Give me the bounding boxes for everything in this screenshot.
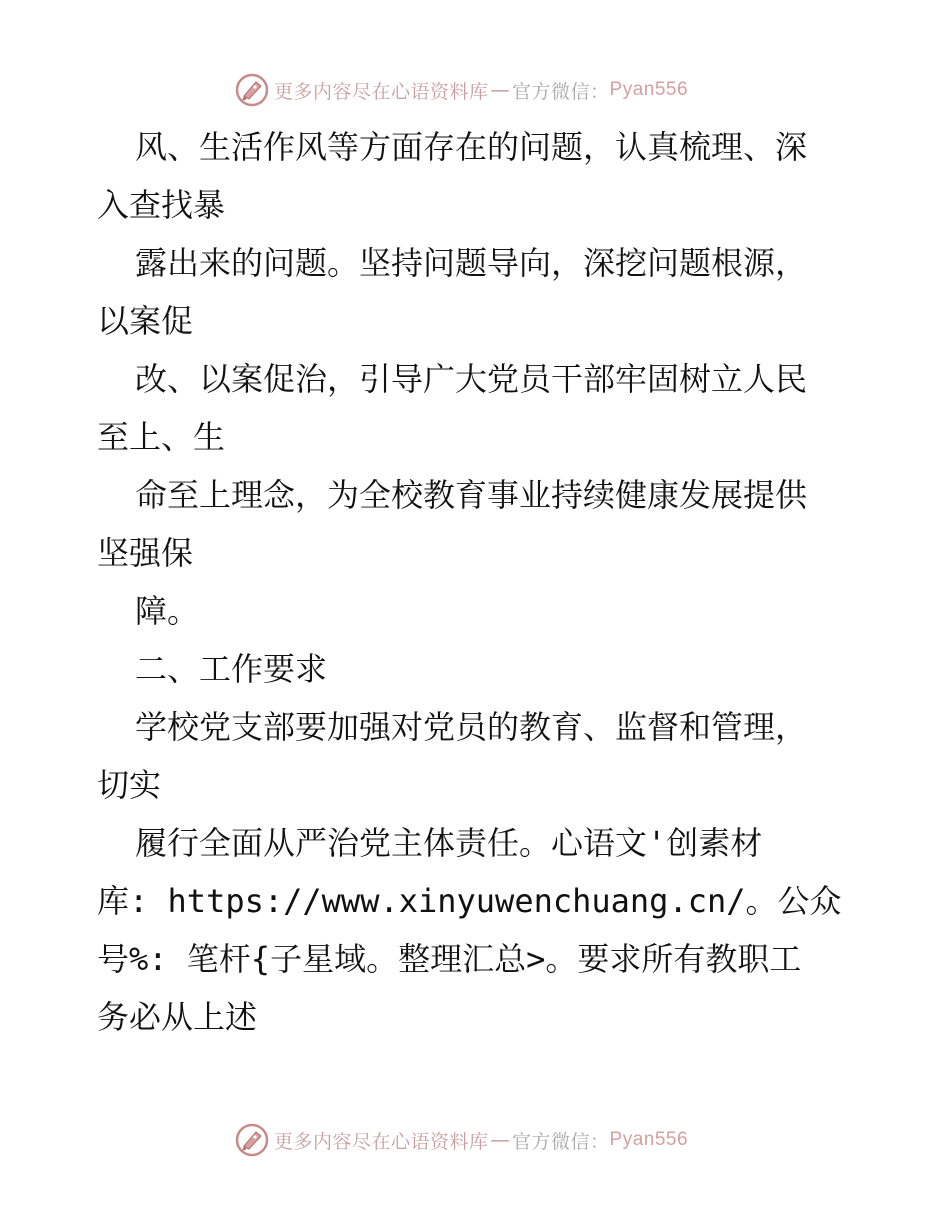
footer-watermark [234,1120,754,1160]
watermark-id: Pyan556 [609,1129,689,1150]
text-line: 命至上理念，为全校教育事业持续健康发展提供 [135,476,808,514]
watermark-label: 官方微信： [512,80,610,103]
document-body [97,118,867,1046]
pen-nib-logo-icon [234,1122,270,1158]
watermark-separator: — [490,79,511,101]
pen-nib-logo-icon [234,72,270,108]
watermark-text: 更多内容尽在心语资料库 [274,1130,489,1153]
text-line: 库: https://www.xinyuwenchuang.cn/。公众 [97,882,842,920]
text-line: 务必从上述 [97,998,258,1036]
text-line: 学校党支部要加强对党员的教育、监督和管理， [135,708,808,746]
watermark-label: 官方微信： [512,1130,610,1153]
watermark-text: 更多内容尽在心语资料库 [274,80,489,103]
text-line: 履行全面从严治党主体责任。心语文'创素材 [135,824,763,862]
text-line: 切实 [97,766,162,804]
text-line: 入查找暴 [97,186,226,224]
watermark-id: Pyan556 [609,79,689,100]
header-watermark [234,70,754,110]
section-heading: 二、工作要求 [135,650,328,688]
text-line: 露出来的问题。坚持问题导向，深挖问题根源， [135,244,808,282]
text-line: 坚强保 [97,534,194,572]
watermark-separator: — [490,1129,511,1151]
text-line: 改、以案促治，引导广大党员干部牢固树立人民 [135,360,808,398]
text-line: 号%: 笔杆{子星域。整理汇总>。要求所有教职工 [97,940,802,978]
text-line: 障。 [135,592,200,630]
text-line: 风、生活作风等方面存在的问题，认真梳理、深 [135,128,808,166]
text-line: 至上、生 [97,418,226,456]
text-line: 以案促 [97,302,194,340]
